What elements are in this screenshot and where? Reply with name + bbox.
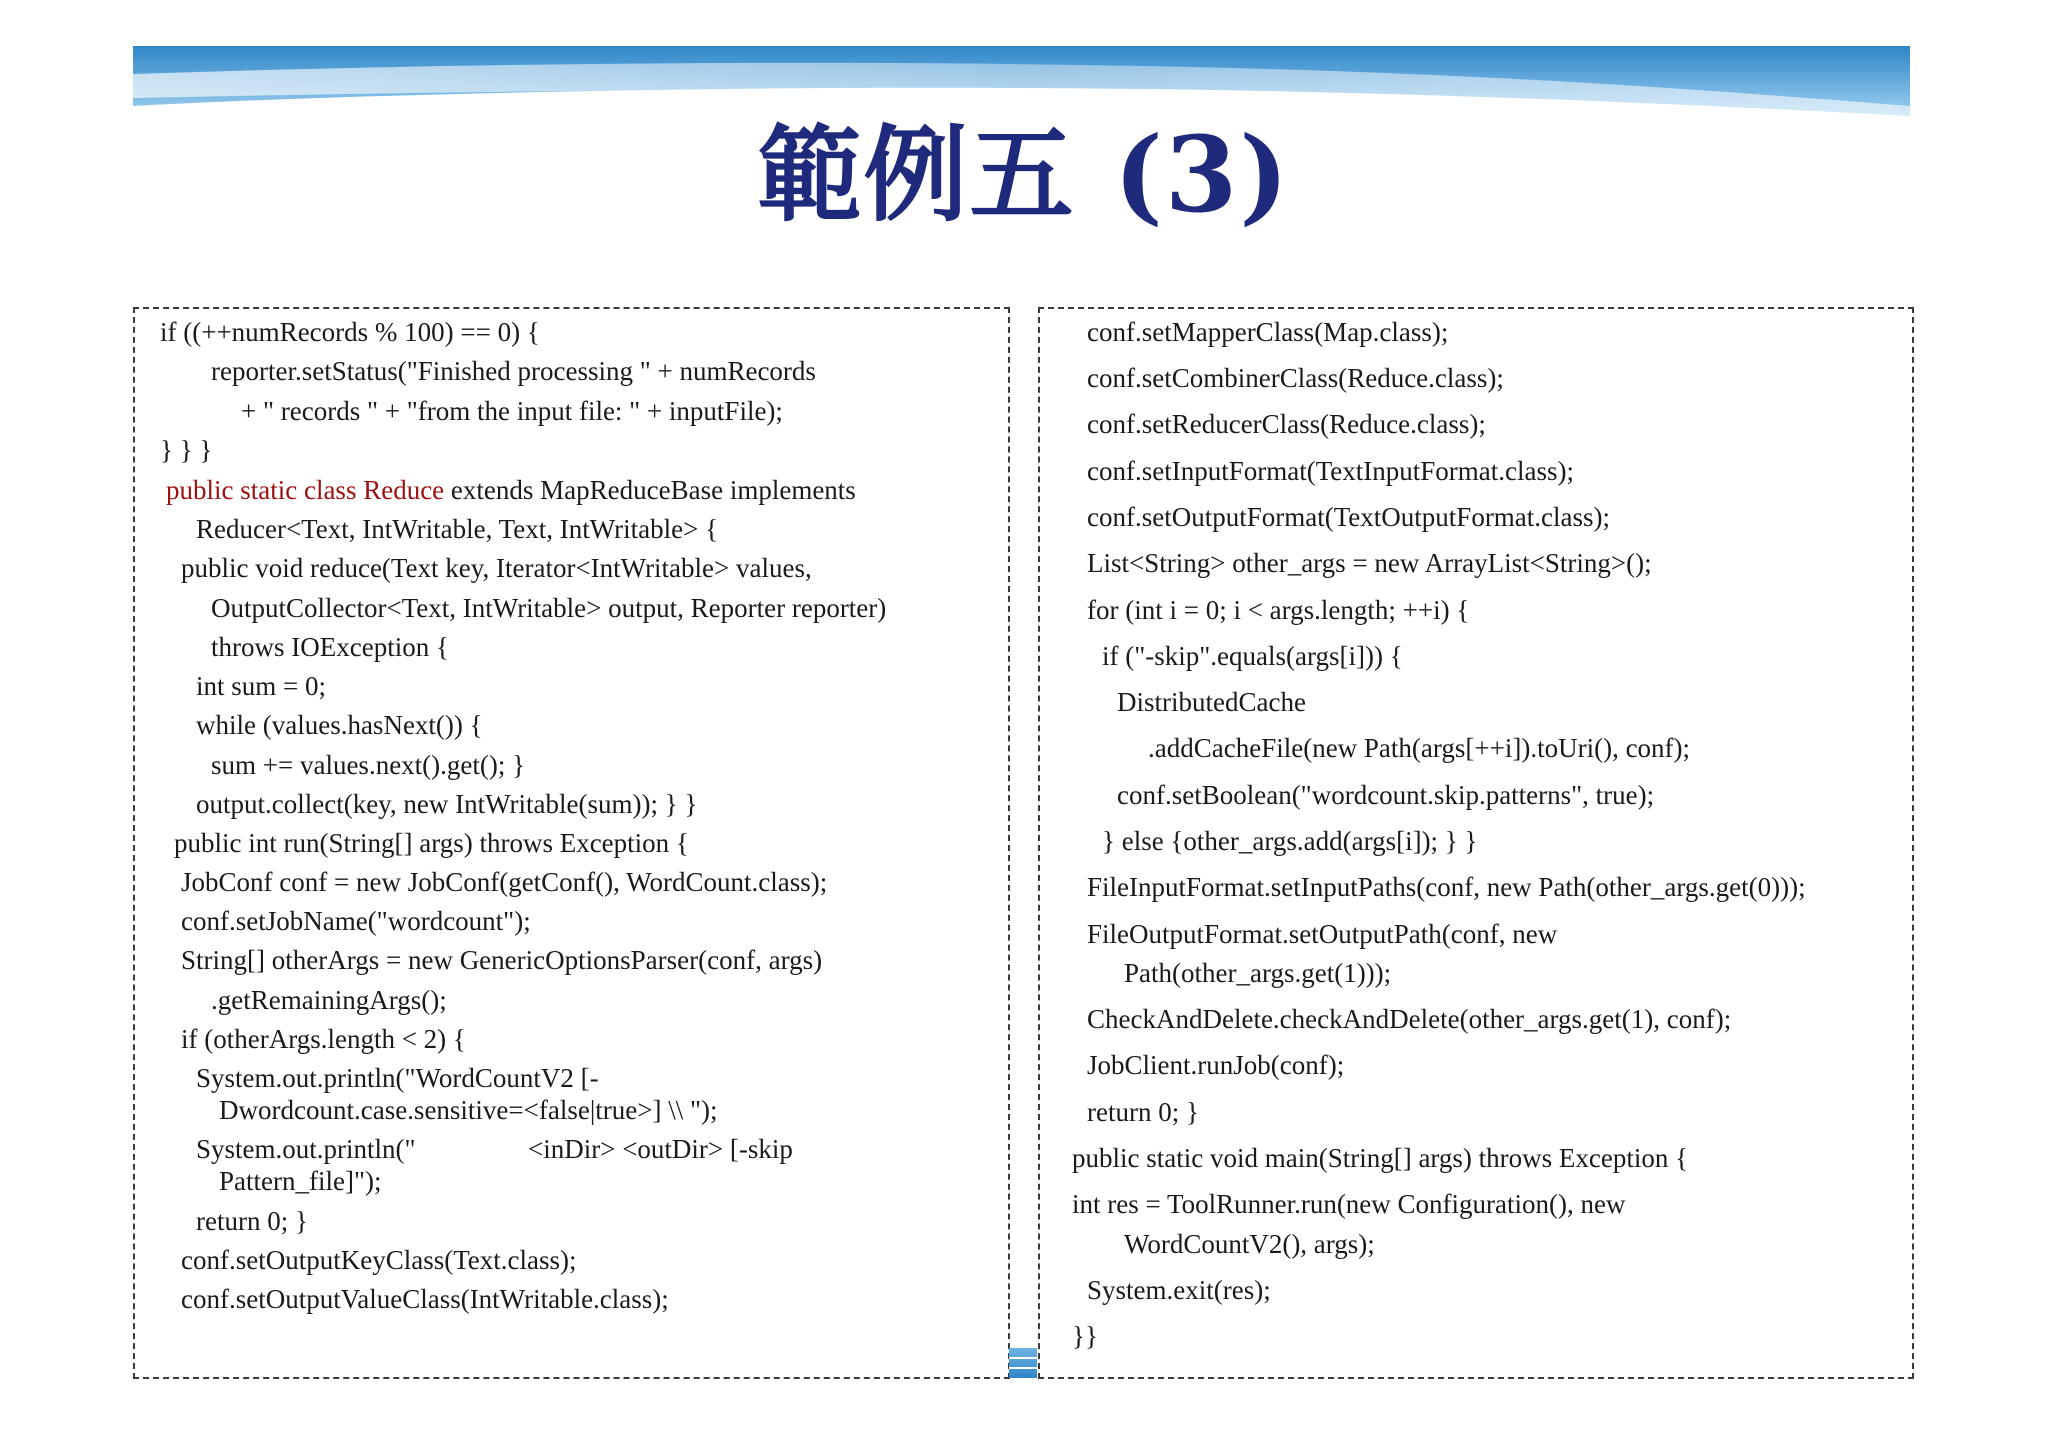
code-line: public static void main(String[] args) throws Exception { xyxy=(1072,1143,1689,1173)
code-line: conf.setJobName("wordcount"); xyxy=(181,906,531,936)
code-line: throws IOException { xyxy=(211,632,449,662)
code-line: System.out.println("WordCountV2 [- xyxy=(196,1063,599,1093)
code-line: conf.setOutputKeyClass(Text.class); xyxy=(181,1245,577,1275)
code-fragment: extends MapReduceBase implements xyxy=(444,475,856,505)
code-line: OutputCollector<Text, IntWritable> output, Reporter reporter) xyxy=(211,593,887,623)
code-line: .addCacheFile(new Path(args[++i]).toUri(), conf); xyxy=(1148,733,1691,763)
code-line: CheckAndDelete.checkAndDelete(other_args.get(1), conf); xyxy=(1087,1004,1732,1034)
code-line: FileOutputFormat.setOutputPath(conf, new xyxy=(1087,919,1558,949)
slide-title: 範例五 (3) xyxy=(757,113,1291,236)
code-line: public int run(String[] args) throws Exception { xyxy=(174,828,689,858)
panel-connector xyxy=(1009,1348,1037,1378)
code-line: DistributedCache xyxy=(1117,687,1306,717)
code-line: conf.setOutputValueClass(IntWritable.class); xyxy=(181,1284,669,1314)
code-line: System.out.println(" xyxy=(196,1134,416,1164)
code-line: conf.setCombinerClass(Reduce.class); xyxy=(1087,363,1504,393)
code-line: output.collect(key, new IntWritable(sum)); } } xyxy=(196,789,698,819)
code-line: JobConf conf = new JobConf(getConf(), WordCount.class); xyxy=(181,867,828,897)
code-line: if (otherArgs.length < 2) { xyxy=(181,1024,466,1054)
code-line: if ("-skip".equals(args[i])) { xyxy=(1102,641,1403,671)
code-line: conf.setInputFormat(TextInputFormat.class); xyxy=(1087,456,1575,486)
code-line: }} xyxy=(1072,1321,1098,1351)
code-line: int res = ToolRunner.run(new Configuration(), new xyxy=(1072,1189,1626,1219)
code-line xyxy=(166,474,856,506)
code-line: } else {other_args.add(args[i]); } } xyxy=(1102,826,1478,856)
code-line: conf.setMapperClass(Map.class); xyxy=(1087,317,1449,347)
code-line: int sum = 0; xyxy=(196,671,326,701)
code-line: if ((++numRecords % 100) == 0) { xyxy=(160,317,540,347)
code-line: Dwordcount.case.sensitive=<false|true>] \\ "); xyxy=(219,1095,718,1125)
code-line: Pattern_file]"); xyxy=(219,1166,382,1196)
code-line: <inDir> <outDir> [-skip xyxy=(528,1134,793,1164)
code-line: conf.setReducerClass(Reduce.class); xyxy=(1087,409,1486,439)
code-line: return 0; } xyxy=(196,1206,308,1236)
code-line: public void reduce(Text key, Iterator<IntWritable> values, xyxy=(181,553,812,583)
code-line: + " records " + "from the input file: " + inputFile); xyxy=(241,396,783,426)
code-line: .getRemainingArgs(); xyxy=(211,985,447,1015)
code-line: Path(other_args.get(1))); xyxy=(1124,958,1392,988)
code-line: WordCountV2(), args); xyxy=(1124,1229,1375,1259)
keyword-highlight: public static class Reduce xyxy=(166,475,445,505)
code-line: List<String> other_args = new ArrayList<String>(); xyxy=(1087,548,1652,578)
code-line: reporter.setStatus("Finished processing " + numRecords xyxy=(211,356,816,386)
code-line: for (int i = 0; i < args.length; ++i) { xyxy=(1087,595,1470,625)
code-line: JobClient.runJob(conf); xyxy=(1087,1050,1345,1080)
code-line: } } } xyxy=(160,435,213,465)
code-line: System.exit(res); xyxy=(1087,1275,1271,1305)
code-line: conf.setOutputFormat(TextOutputFormat.class); xyxy=(1087,502,1611,532)
code-line: while (values.hasNext()) { xyxy=(196,710,483,740)
code-line: Reducer<Text, IntWritable, Text, IntWritable> { xyxy=(196,514,719,544)
code-line: return 0; } xyxy=(1087,1097,1199,1127)
code-line: String[] otherArgs = new GenericOptionsParser(conf, args) xyxy=(181,945,823,975)
code-line: sum += values.next().get(); } xyxy=(211,750,526,780)
code-line: FileInputFormat.setInputPaths(conf, new Path(other_args.get(0))); xyxy=(1087,872,1806,902)
code-line: conf.setBoolean("wordcount.skip.patterns", true); xyxy=(1117,780,1655,810)
